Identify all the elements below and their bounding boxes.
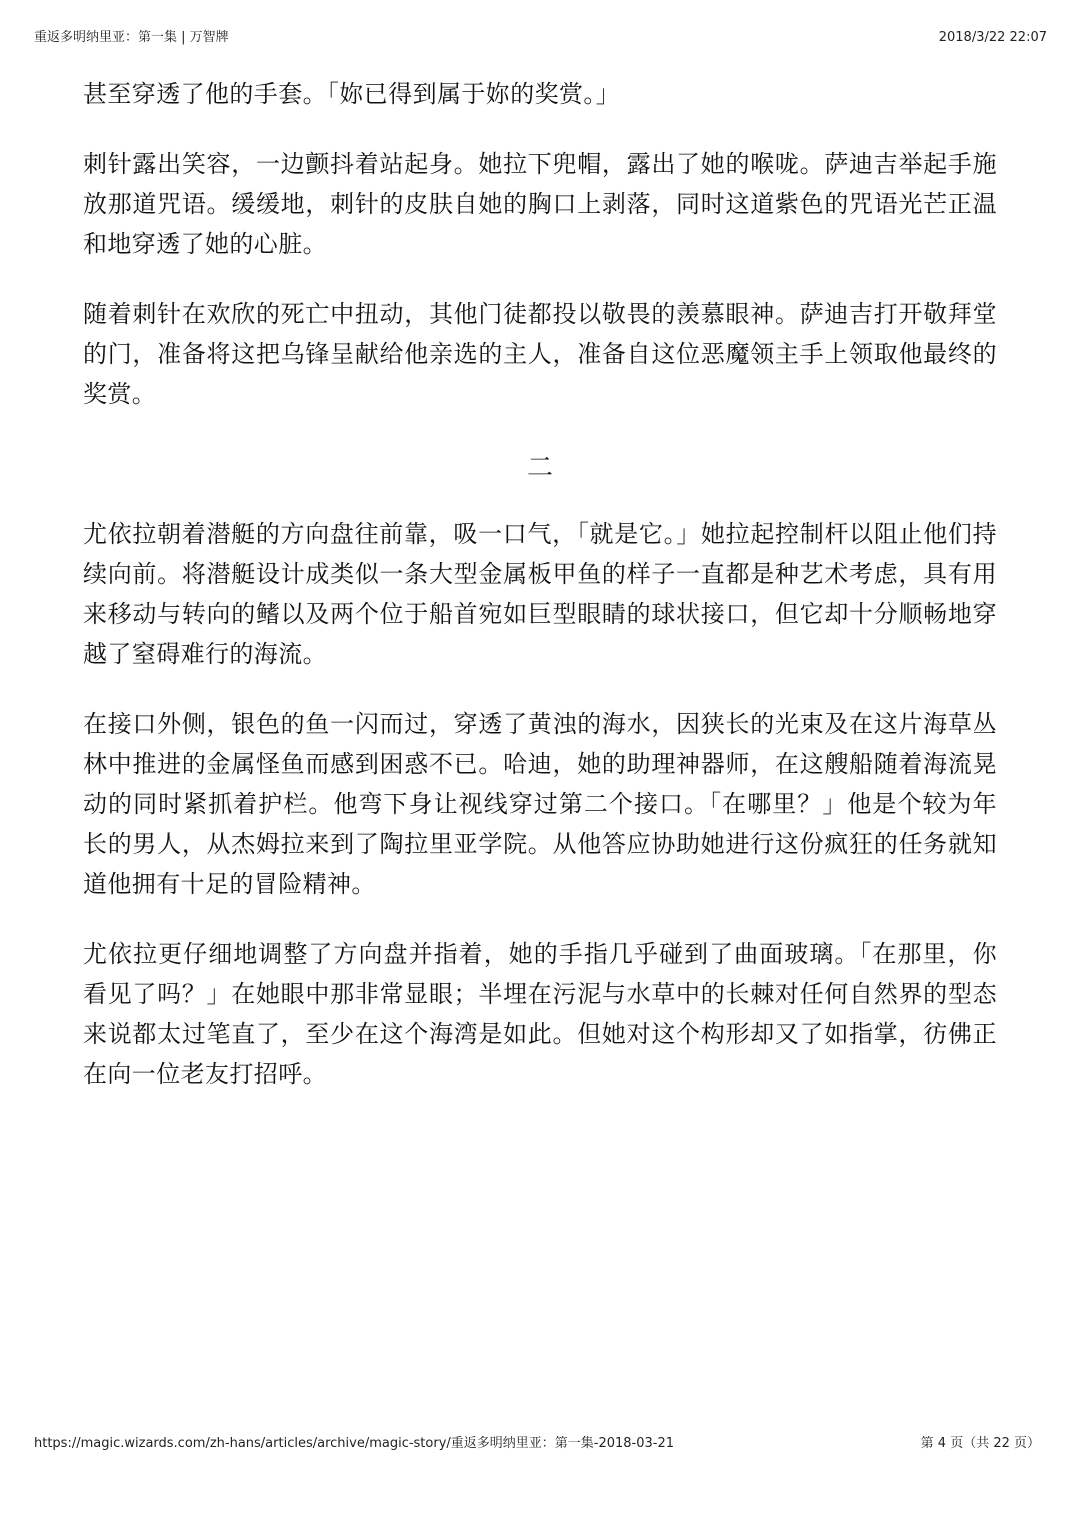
article-body (83, 74, 997, 1124)
page-number: 第 4 页（共 22 页） (920, 1436, 1040, 1451)
paragraph: 刺针露出笑容，一边颤抖着站起身。她拉下兜帽，露出了她的喉咙。萨迪吉举起手施放那道咒语。缓缓地，刺针的皮肤自她的胸口上剥落，同时这道紫色的咒语光芒正温和地穿透了她的心脏。 (83, 150, 997, 258)
print-footer (34, 1434, 1040, 1454)
page-title: 重返多明纳里亚：第一集 | 万智牌 (34, 30, 229, 45)
paragraph: 在接口外侧，银色的鱼一闪而过，穿透了黄浊的海水，因狭长的光束及在这片海草丛林中推进的金属怪鱼而感到困惑不已。哈迪，她的助理神器师，在这艘船随着海流晃动的同时紧抓着护栏。他弯下身让视线穿过第二个接口。「在哪里？」他是个较为年长的男人，从杰姆拉来到了陶拉里亚学院。从他答应协助她进行这份疯狂的任务就知道他拥有十足的冒险精神。 (83, 710, 997, 898)
paragraph: 甚至穿透了他的手套。「妳已得到属于妳的奖赏。」 (83, 80, 621, 108)
section-heading: 二 (526, 453, 553, 483)
paragraph: 尤依拉更仔细地调整了方向盘并指着，她的手指几乎碰到了曲面玻璃。「在那里，你看见了吗？」在她眼中那非常显眼；半埋在污泥与水草中的长棘对任何自然界的型态来说都太过笔直了，至少在这个海湾是如此。但她对这个构形却又了如指掌，彷佛正在向一位老友打招呼。 (83, 940, 997, 1088)
print-timestamp: 2018/3/22 22:07 (938, 30, 1047, 45)
source-url: https://magic.wizards.com/zh-hans/articles/archive/magic-story/重返多明纳里亚：第一集-2018-03-21 (34, 1436, 675, 1451)
print-header (34, 28, 1047, 48)
paragraph: 尤依拉朝着潜艇的方向盘往前靠，吸一口气，「就是它。」她拉起控制杆以阻止他们持续向前。将潜艇设计成类似一条大型金属板甲鱼的样子一直都是种艺术考虑，具有用来移动与转向的鳍以及两个位于船首宛如巨型眼睛的球状接口，但它却十分顺畅地穿越了窒碍难行的海流。 (83, 520, 997, 668)
paragraph: 随着刺针在欢欣的死亡中扭动，其他门徒都投以敬畏的羡慕眼神。萨迪吉打开敬拜堂的门，准备将这把乌锋呈献给他亲选的主人，准备自这位恶魔领主手上领取他最终的奖赏。 (83, 300, 997, 408)
